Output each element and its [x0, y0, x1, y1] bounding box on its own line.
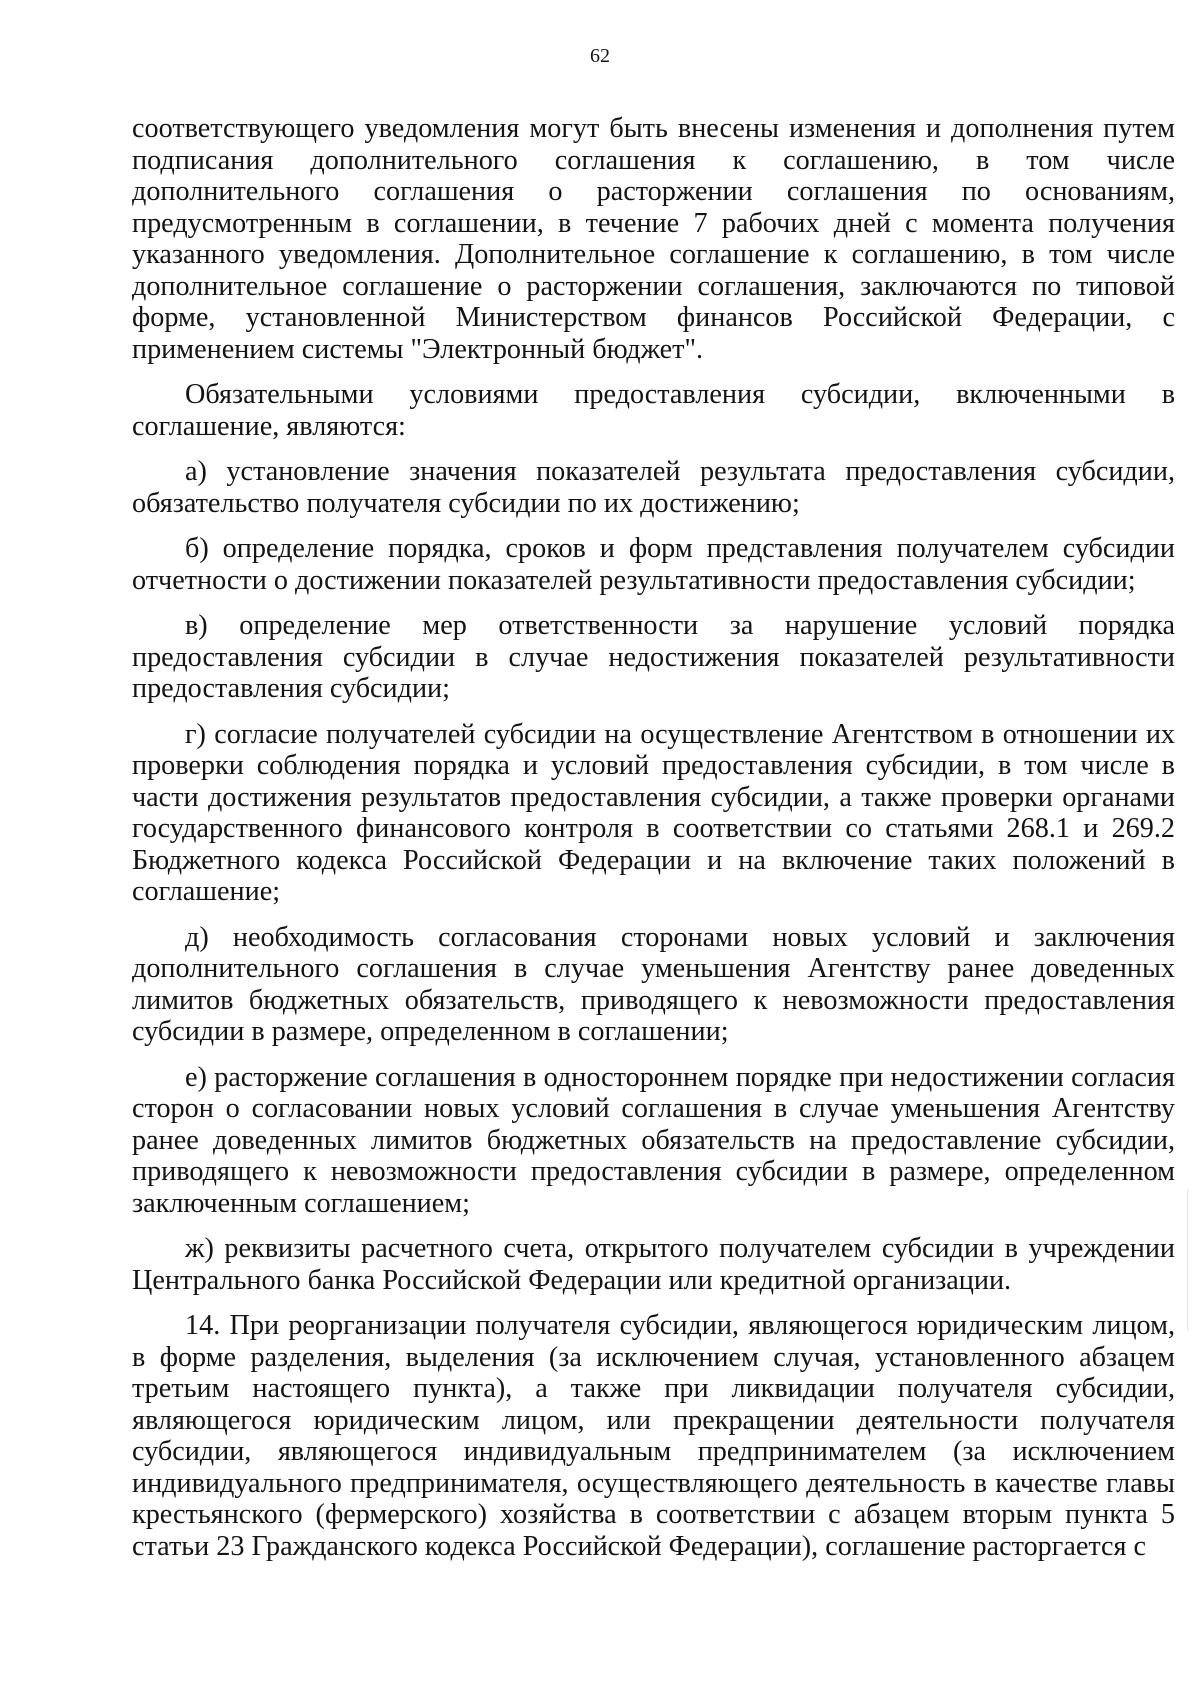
- list-item-v: в) определение мер ответственности за нарушение условий порядка предоставления субсидии в случае недостижения показателей результативности предоставления субсидии;: [132, 610, 1175, 704]
- scan-edge-mark: [1187, 1190, 1188, 1330]
- page-number: 62: [590, 45, 610, 67]
- list-item-b: б) определение порядка, сроков и форм представления получателем субсидии отчетности о достижении показателей результативности предоставления субсидии;: [132, 533, 1175, 596]
- paragraph-mandatory-conditions: Обязательными условиями предоставления субсидии, включенными в соглашение, являются:: [132, 379, 1175, 442]
- list-item-a: а) установление значения показателей результата предоставления субсидии, обязательство получателя субсидии по их достижению;: [132, 456, 1175, 519]
- paragraph-clause-14: 14. При реорганизации получателя субсидии, являющегося юридическим лицом, в форме разделения, выделения (за исключением случая, установленного абзацем третьим настоящего пункта), а также при ликвидации получателя субсидии, являющегося юридическим лицом, или прекращении деятельности получателя субсидии, являющегося индивидуальным предпринимателем (за исключением индивидуального предпринимателя, осуществляющего деятельность в качестве главы крестьянского (фермерского) хозяйства в соответствии с абзацем вторым пункта 5 статьи 23 Гражданского кодекса Российской Федерации), соглашение расторгается с: [132, 1310, 1175, 1562]
- paragraph-continuation: соответствующего уведомления могут быть внесены изменения и дополнения путем подписания дополнительного соглашения к соглашению, в том числе дополнительного соглашения о расторжении соглашения по основаниям, предусмотренным в соглашении, в течение 7 рабочих дней с момента получения указанного уведомления. Дополнительное соглашение к соглашению, в том числе дополнительное соглашение о расторжении соглашения, заключаются по типовой форме, установленной Министерством финансов Российской Федерации, с применением системы "Электронный бюджет".: [132, 113, 1175, 365]
- document-body: [132, 113, 1175, 1576]
- list-item-d: д) необходимость согласования сторонами новых условий и заключения дополнительного соглашения в случае уменьшения Агентству ранее доведенных лимитов бюджетных обязательств, приводящего к невозможности предоставления субсидии в размере, определенном в соглашении;: [132, 921, 1175, 1047]
- list-item-zh: ж) реквизиты расчетного счета, открытого получателем субсидии в учреждении Центрального банка Российской Федерации или кредитной организации.: [132, 1233, 1175, 1296]
- list-item-g: г) согласие получателей субсидии на осуществление Агентством в отношении их проверки соблюдения порядка и условий предоставления субсидии, в том числе в части достижения результатов предоставления субсидии, а также проверки органами государственного финансового контроля в соответствии со статьями 268.1 и 269.2 Бюджетного кодекса Российской Федерации и на включение таких положений в соглашение;: [132, 718, 1175, 907]
- list-item-e: е) расторжение соглашения в одностороннем порядке при недостижении согласия сторон о согласовании новых условий соглашения в случае уменьшения Агентству ранее доведенных лимитов бюджетных обязательств на предоставление субсидии, приводящего к невозможности предоставления субсидии в размере, определенном заключенным соглашением;: [132, 1061, 1175, 1219]
